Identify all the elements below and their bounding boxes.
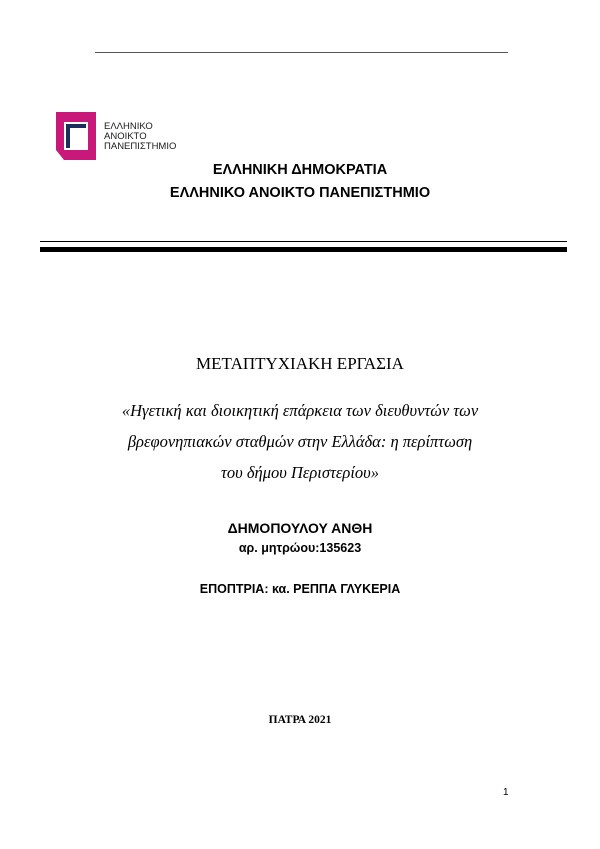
eap-logo-icon [56, 110, 102, 160]
logo-line: ΕΛΛΗΝΙΚΟ [104, 121, 153, 132]
registration-number: αρ. μητρώου:135623 [238, 541, 362, 555]
republic-heading: ΕΛΛΗΝΙΚΗ ΔΗΜΟΚΡΑΤΙΑ [212, 162, 388, 178]
title-line: βρεφονηπιακών σταθμών στην Ελλάδα: η περίπτωση [127, 432, 473, 451]
title-line: «Ηγετική και διοικητική επάρκεια των διευθυντών των [121, 401, 479, 420]
thick-divider [40, 247, 567, 252]
title-line: του δήμου Περιστερίου» [221, 463, 379, 482]
university-logo [56, 110, 196, 160]
supervisor: ΕΠΟΠΤΡΙΑ: κα. ΡΕΠΠΑ ΓΛΥΚΕΡΙΑ [199, 582, 401, 596]
thin-divider [40, 241, 567, 242]
thesis-title [70, 395, 530, 488]
logo-line: ΠΑΝΕΠΙΣΤΗΜΙΟ [104, 141, 177, 152]
logo-line: ΑΝΟΙΚΤΟ [104, 131, 147, 142]
logo-text [104, 122, 176, 152]
top-divider [95, 52, 508, 53]
university-heading: ΕΛΛΗΝΙΚΟ ΑΝΟΙΚΤΟ ΠΑΝΕΠΙΣΤΗΜΙΟ [169, 185, 431, 201]
author-name: ΔΗΜΟΠΟΥΛΟΥ ΑΝΘΗ [227, 520, 373, 536]
place-date: ΠΑΤΡΑ 2021 [268, 714, 332, 726]
page-number: 1 [503, 787, 509, 798]
thesis-type: ΜΕΤΑΠΤΥΧΙΑΚΗ ΕΡΓΑΣΙΑ [196, 354, 404, 373]
